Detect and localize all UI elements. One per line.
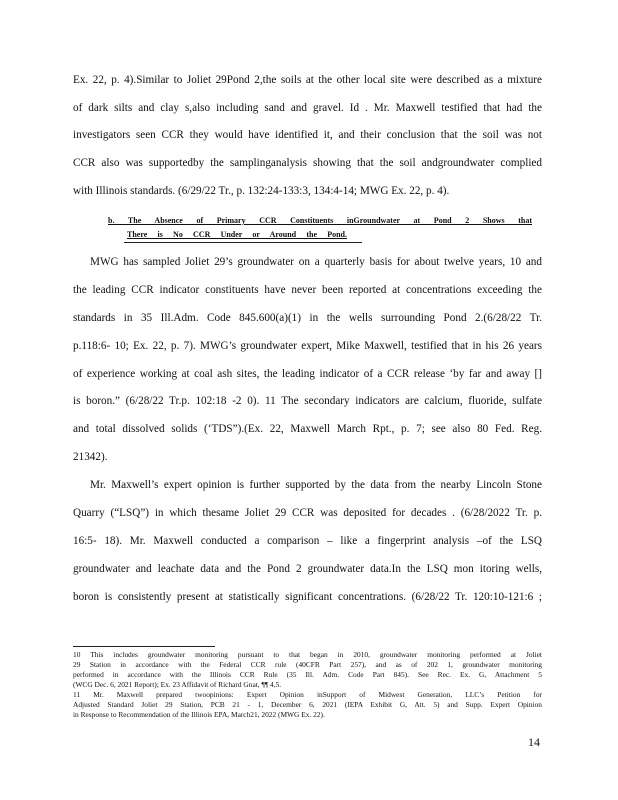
body-line: 16:5- 18). Mr. Maxwell conducted a comparison – like a fingerprint analysis –of the LSQ bbox=[73, 535, 542, 547]
body-line: with Illinois standards. (6/29/22 Tr., p. 132:24-133:3, 134:4-14; MWG Ex. 22, p. 4). bbox=[73, 185, 450, 197]
section-subheading-line-1: b. The Absence of Primary CCR Constituents inGroundwater at Pond 2 Shows that bbox=[108, 216, 532, 225]
body-line: the leading CCR indicator constituents have never been reported at concentrations exceeding the bbox=[73, 284, 542, 296]
body-line: MWG has sampled Joliet 29’s groundwater on a quarterly basis for about twelve years, 10 and bbox=[90, 256, 542, 268]
footnote-separator bbox=[73, 646, 215, 647]
body-line: and total dissolved solids (‘TDS”).(Ex. 22, Maxwell March Rpt., p. 7; see also 80 Fed. Reg. bbox=[73, 423, 542, 435]
body-line: CCR also was supportedby the samplinganalysis showing that the soil andgroundwater complied bbox=[73, 157, 542, 169]
footnote-line: performed in accordance with the Illinois CCR Rule (35 Ill. Adm. Code Part 845). See Rec. Ex. G, Attachment 5 bbox=[73, 670, 542, 679]
footnote-line: 10 This includes groundwater monitoring pursuant to that began in 2010, groundwater monitoring performed at Joliet bbox=[73, 650, 542, 659]
body-line: of experience working at coal ash sites, the leading indicator of a CCR release ‘by far and away [] bbox=[73, 368, 542, 380]
body-line: 21342). bbox=[73, 451, 108, 463]
footnote-line: Adjusted Standard Joliet 29 Station, PCB 21 - 1, December 6, 2021 (IEPA Exhibit G, Att. 5) and Supp. Expert Opinion bbox=[73, 700, 542, 709]
body-line: boron is consistently present at statistically significant concentrations. (6/28/22 Tr. 120:10-121:6 ; bbox=[73, 591, 542, 603]
body-line: of dark silts and clay s,also including sand and gravel. Id . Mr. Maxwell testified that had the bbox=[73, 102, 542, 114]
body-line: Quarry (“LSQ”) in which thesame Joliet 29 CCR was deposited for decades . (6/28/2022 Tr. p. bbox=[73, 507, 542, 519]
body-line: standards in 35 Ill.Adm. Code 845.600(a)(1) in the wells surrounding Pond 2.(6/28/22 Tr. bbox=[73, 312, 542, 324]
footnote-line: 11 Mr. Maxwell prepared twoopinions: Expert Opinion inSupport of Midwest Generation, LLC’s Petition for bbox=[73, 690, 542, 699]
section-subheading-line-2: There is No CCR Under or Around the Pond. bbox=[127, 230, 347, 239]
subheading-underline bbox=[124, 242, 362, 243]
page-number: 14 bbox=[528, 735, 540, 749]
footnote-line: (WCG Dec. 6, 2021 Report); Ex. 23 Affidavit of Richard Gnat, ¶¶ 4,5. bbox=[73, 680, 282, 689]
body-line: p.118:6- 10; Ex. 22, p. 7). MWG’s groundwater expert, Mike Maxwell, testified that in his 26 years bbox=[73, 340, 542, 352]
body-line: Ex. 22, p. 4).Similar to Joliet 29Pond 2,the soils at the other local site were described as a mixture bbox=[73, 74, 542, 86]
body-line: investigators seen CCR they would have identified it, and their conclusion that the soil was not bbox=[73, 129, 542, 141]
footnote-line: 29 Station in accordance with the Federal CCR rule (40CFR Part 257), and as of 202 1, groundwater monitoring bbox=[73, 660, 542, 669]
body-line: is boron.” (6/28/22 Tr.p. 102:18 -2 0). 11 The secondary indicators are calcium, fluoride, sulfate bbox=[73, 395, 542, 407]
body-line: groundwater and leachate data and the Pond 2 groundwater data.In the LSQ mon itoring wells, bbox=[73, 563, 542, 575]
footnote-line: in Response to Recommendation of the Illinois EPA, March21, 2022 (MWG Ex. 22). bbox=[73, 710, 325, 719]
body-line: Mr. Maxwell’s expert opinion is further supported by the data from the nearby Lincoln Stone bbox=[90, 479, 542, 491]
